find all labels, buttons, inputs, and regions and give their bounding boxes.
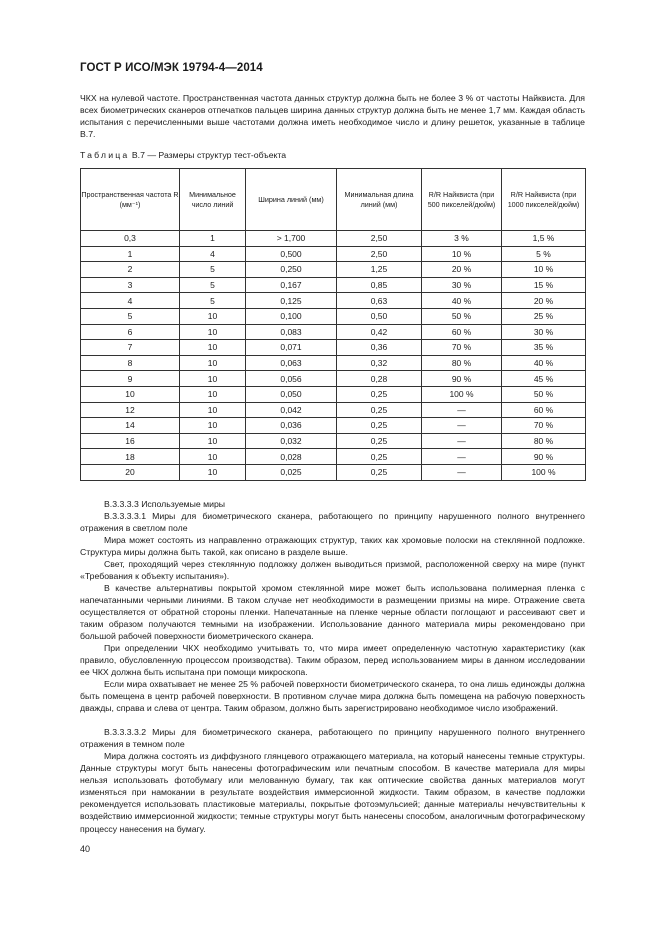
cell-line-width: 0,125 bbox=[246, 293, 337, 309]
cell-nyquist-1000: 10 % bbox=[502, 262, 586, 278]
cell-line-width: 0,250 bbox=[246, 262, 337, 278]
body-paragraph: Мира должна состоять из диффузного глянцевого отражающего материала, на который нанесены темные структуры. Данные структуры могут быть нанесены фотографическим или печатным способом. В качестве материала для миры нельзя использовать фотобумагу или мелованную бумагу, так как оптические свойства данных материалов могут изменяться при намокании в результате воздействия иммерсионной жидкости. Таким образом, в качестве подложки рекомендуется использовать пластиковые материалы, покрытые фотоэмульсией; данные материалы нечувствительны к воздействию иммерсионной жидкости; темные структуры могут быть нанесены способом, аналогичным фотографическому процессу нанесения на бумагу. bbox=[80, 751, 585, 834]
cell-min-lines: 10 bbox=[180, 371, 246, 387]
cell-line-width: 0,042 bbox=[246, 402, 337, 418]
cell-min-lines: 10 bbox=[180, 464, 246, 480]
header-spatial-frequency: Пространственная частота R (мм⁻¹) bbox=[81, 169, 180, 231]
cell-min-length: 1,25 bbox=[337, 262, 422, 278]
cell-min-lines: 1 bbox=[180, 231, 246, 247]
table-row bbox=[81, 418, 586, 434]
table-row bbox=[81, 386, 586, 402]
cell-min-lines: 10 bbox=[180, 433, 246, 449]
table-row bbox=[81, 464, 586, 480]
cell-nyquist-500: — bbox=[422, 433, 502, 449]
body-paragraph: Если мира охватывает не менее 25 % рабочей поверхности биометрического сканера, то она лишь единожды должна быть помещена в центр рабочей поверхности. В противном случае мира должна быть помещена на рабочую поверхность дважды, справа и слева от центра. Таким образом, должно быть зарегистрировано необходимое число изображений. bbox=[80, 679, 585, 714]
intro-paragraph: ЧКХ на нулевой частоте. Пространственная частота данных структур должна быть не более 3 % от частоты Найквиста. Для всех биометрических сканеров отпечатков пальцев ширина данных структур должна быть не менее 1,7 мм. Каждая область испытания с перечисленными выше частотами должна иметь необходимое число и длину решеток, указанные в таблице B.7. bbox=[80, 93, 585, 140]
body-paragraph: При определении ЧКХ необходимо учитывать то, что мира имеет определенную частотную характеристику (как правило, обусловленную процессом производства). Таким образом, перед использованием миры в данном исследовании ее ЧКХ должна быть испытана при помощи микроскопа. bbox=[80, 643, 585, 678]
section-heading-b3333: B.3.3.3.3 Используемые миры bbox=[104, 499, 226, 509]
header-nyquist-500: R/R Найквиста (при 500 пикселей/дюйм) bbox=[422, 169, 502, 231]
cell-frequency: 0,3 bbox=[81, 231, 180, 247]
cell-nyquist-500: 100 % bbox=[422, 386, 502, 402]
cell-nyquist-1000: 40 % bbox=[502, 355, 586, 371]
cell-frequency: 5 bbox=[81, 308, 180, 324]
cell-frequency: 7 bbox=[81, 340, 180, 356]
cell-frequency: 16 bbox=[81, 433, 180, 449]
cell-min-length: 0,25 bbox=[337, 418, 422, 434]
cell-nyquist-1000: 60 % bbox=[502, 402, 586, 418]
cell-line-width: 0,050 bbox=[246, 386, 337, 402]
header-nyquist-1000: R/R Найквиста (при 1000 пикселей/дюйм) bbox=[502, 169, 586, 231]
cell-nyquist-1000: 100 % bbox=[502, 464, 586, 480]
cell-frequency: 12 bbox=[81, 402, 180, 418]
cell-nyquist-500: — bbox=[422, 464, 502, 480]
cell-nyquist-1000: 45 % bbox=[502, 371, 586, 387]
cell-nyquist-500: 20 % bbox=[422, 262, 502, 278]
cell-nyquist-1000: 20 % bbox=[502, 293, 586, 309]
cell-line-width: 0,167 bbox=[246, 277, 337, 293]
cell-nyquist-500: 70 % bbox=[422, 340, 502, 356]
subsection-heading-b33332: B.3.3.3.3.2 Миры для биометрического сканера, работающего по принципу нарушенного полного внутреннего отражения в темном поле bbox=[80, 727, 585, 750]
table-row bbox=[81, 246, 586, 262]
cell-min-length: 0,25 bbox=[337, 449, 422, 465]
cell-nyquist-500: 60 % bbox=[422, 324, 502, 340]
table-header-row bbox=[81, 169, 586, 231]
cell-min-length: 0,25 bbox=[337, 433, 422, 449]
body-paragraph: В качестве альтернативы покрытой хромом стеклянной мире может быть использована полимерная пленка с напечатанными черными линиями. В таком случае нет необходимости в размещении призмы на мире. Отражение света осуществляется от обратной стороны пленки. Напечатанные на пленке черные области поглощают и рассеивают свет и таким образом получаются темными на изображении. Использование данного материала миры рекомендовано при большой рабочей поверхности биометрического сканера. bbox=[80, 583, 585, 642]
cell-min-length: 0,32 bbox=[337, 355, 422, 371]
cell-line-width: 0,063 bbox=[246, 355, 337, 371]
cell-min-length: 0,85 bbox=[337, 277, 422, 293]
cell-nyquist-500: — bbox=[422, 402, 502, 418]
table-row bbox=[81, 324, 586, 340]
table-row bbox=[81, 308, 586, 324]
cell-nyquist-500: 40 % bbox=[422, 293, 502, 309]
cell-nyquist-500: 50 % bbox=[422, 308, 502, 324]
table-row bbox=[81, 355, 586, 371]
cell-min-length: 0,28 bbox=[337, 371, 422, 387]
cell-line-width: 0,028 bbox=[246, 449, 337, 465]
cell-min-lines: 5 bbox=[180, 293, 246, 309]
cell-nyquist-500: — bbox=[422, 418, 502, 434]
cell-min-length: 0,36 bbox=[337, 340, 422, 356]
cell-frequency: 8 bbox=[81, 355, 180, 371]
cell-min-length: 0,25 bbox=[337, 402, 422, 418]
body-paragraph: Мира может состоять из направленно отражающих структур, таких как хромовые полоски на стеклянной подложке. Структура миры должна быть такой, как описано в разделе выше. bbox=[80, 535, 585, 558]
cell-frequency: 9 bbox=[81, 371, 180, 387]
cell-nyquist-1000: 5 % bbox=[502, 246, 586, 262]
cell-nyquist-1000: 30 % bbox=[502, 324, 586, 340]
cell-min-length: 0,42 bbox=[337, 324, 422, 340]
cell-frequency: 10 bbox=[81, 386, 180, 402]
cell-min-length: 0,25 bbox=[337, 464, 422, 480]
cell-line-width: 0,083 bbox=[246, 324, 337, 340]
structures-table bbox=[80, 168, 586, 481]
cell-nyquist-500: 30 % bbox=[422, 277, 502, 293]
cell-nyquist-1000: 35 % bbox=[502, 340, 586, 356]
cell-min-lines: 10 bbox=[180, 340, 246, 356]
header-line-width: Ширина линий (мм) bbox=[246, 169, 337, 231]
table-row bbox=[81, 402, 586, 418]
cell-frequency: 4 bbox=[81, 293, 180, 309]
cell-min-lines: 10 bbox=[180, 418, 246, 434]
cell-line-width: 0,100 bbox=[246, 308, 337, 324]
cell-nyquist-1000: 70 % bbox=[502, 418, 586, 434]
cell-min-lines: 10 bbox=[180, 324, 246, 340]
cell-line-width: 0,500 bbox=[246, 246, 337, 262]
table-row bbox=[81, 277, 586, 293]
cell-frequency: 1 bbox=[81, 246, 180, 262]
cell-min-lines: 10 bbox=[180, 386, 246, 402]
cell-min-lines: 4 bbox=[180, 246, 246, 262]
cell-line-width: 0,032 bbox=[246, 433, 337, 449]
page-number: 40 bbox=[80, 844, 91, 854]
cell-frequency: 2 bbox=[81, 262, 180, 278]
table-caption-prefix: Таблица bbox=[80, 150, 130, 160]
cell-nyquist-1000: 25 % bbox=[502, 308, 586, 324]
table-row bbox=[81, 231, 586, 247]
cell-line-width: 0,071 bbox=[246, 340, 337, 356]
cell-min-lines: 10 bbox=[180, 308, 246, 324]
cell-nyquist-1000: 90 % bbox=[502, 449, 586, 465]
cell-min-lines: 10 bbox=[180, 402, 246, 418]
cell-min-length: 2,50 bbox=[337, 231, 422, 247]
table-row bbox=[81, 340, 586, 356]
header-min-lines: Минимальное число линий bbox=[180, 169, 246, 231]
cell-nyquist-1000: 80 % bbox=[502, 433, 586, 449]
cell-min-length: 0,63 bbox=[337, 293, 422, 309]
cell-nyquist-1000: 50 % bbox=[502, 386, 586, 402]
cell-nyquist-1000: 1,5 % bbox=[502, 231, 586, 247]
subsection-heading-b33331: B.3.3.3.3.1 Миры для биометрического сканера, работающего по принципу нарушенного полного внутреннего отражения в светлом поле bbox=[80, 511, 585, 534]
cell-frequency: 20 bbox=[81, 464, 180, 480]
table-row bbox=[81, 371, 586, 387]
cell-line-width: 0,036 bbox=[246, 418, 337, 434]
cell-nyquist-500: 3 % bbox=[422, 231, 502, 247]
cell-min-lines: 10 bbox=[180, 449, 246, 465]
cell-frequency: 6 bbox=[81, 324, 180, 340]
header-min-line-length: Минимальная длина линий (мм) bbox=[337, 169, 422, 231]
cell-min-length: 2,50 bbox=[337, 246, 422, 262]
document-header: ГОСТ Р ИСО/МЭК 19794-4—2014 bbox=[80, 62, 263, 74]
cell-min-length: 0,25 bbox=[337, 386, 422, 402]
cell-nyquist-500: 90 % bbox=[422, 371, 502, 387]
table-row bbox=[81, 293, 586, 309]
table-row bbox=[81, 262, 586, 278]
cell-line-width: 0,025 bbox=[246, 464, 337, 480]
table-caption bbox=[80, 150, 286, 160]
cell-nyquist-500: 80 % bbox=[422, 355, 502, 371]
cell-line-width: 0,056 bbox=[246, 371, 337, 387]
cell-nyquist-1000: 15 % bbox=[502, 277, 586, 293]
cell-line-width: > 1,700 bbox=[246, 231, 337, 247]
cell-min-lines: 5 bbox=[180, 262, 246, 278]
cell-frequency: 18 bbox=[81, 449, 180, 465]
cell-min-lines: 5 bbox=[180, 277, 246, 293]
cell-nyquist-500: 10 % bbox=[422, 246, 502, 262]
cell-frequency: 3 bbox=[81, 277, 180, 293]
cell-min-length: 0,50 bbox=[337, 308, 422, 324]
table-caption-title: B.7 — Размеры структур тест-объекта bbox=[129, 150, 287, 160]
table-row bbox=[81, 433, 586, 449]
table-row bbox=[81, 449, 586, 465]
cell-min-lines: 10 bbox=[180, 355, 246, 371]
body-paragraph: Свет, проходящий через стеклянную подложку должен выводиться призмой, расположенной сверху на мире (пункт «Требования к объекту испытания»). bbox=[80, 559, 585, 582]
cell-nyquist-500: — bbox=[422, 449, 502, 465]
cell-frequency: 14 bbox=[81, 418, 180, 434]
